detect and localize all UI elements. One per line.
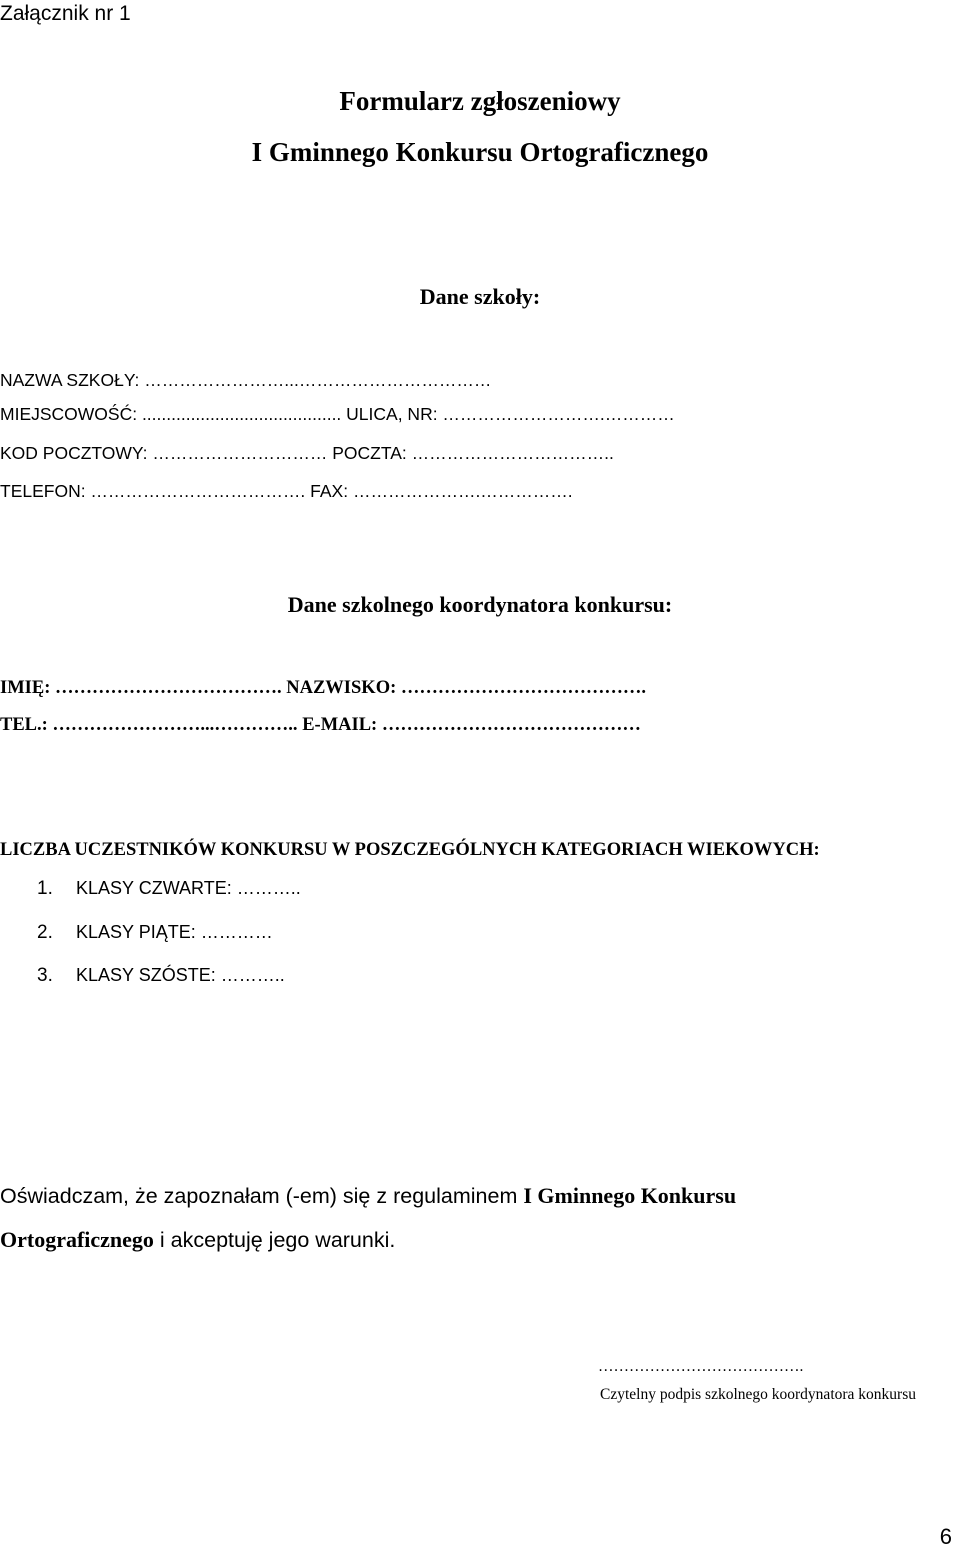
declaration-text: Oświadczam, że zapoznałam (-em) się z regulaminem [0, 1184, 524, 1208]
signature-caption: Czytelny podpis szkolnego koordynatora konkursu [600, 1386, 916, 1403]
school-data-heading: Dane szkoły: [419, 284, 541, 309]
contest-title: I Gminnego Konkursu Ortograficznego [251, 137, 709, 167]
surname-field: NAZWISKO: …………………………………. [286, 678, 646, 698]
declaration-line-2 [0, 1227, 395, 1253]
declaration-line-1 [0, 1183, 736, 1209]
list-number: 1. [37, 878, 53, 899]
list-item [37, 878, 301, 900]
street-field: ULICA, NR: ……………………….………… [341, 404, 675, 424]
declaration-contest-name: I Gminnego Konkursu [523, 1183, 737, 1208]
post-office-field: POCZTA: …………………………….. [332, 443, 614, 463]
page-number: 6 [939, 1524, 952, 1549]
coordinator-name-row [0, 678, 646, 699]
first-name-field: IMIĘ: ………………………………. [0, 678, 287, 698]
fax-field: FAX: ………………….……………. [310, 481, 573, 501]
list-item [37, 922, 273, 944]
school-name-field: NAZWA SZKOŁY: ……………………...…………………………… [0, 370, 492, 390]
phone-field: TELEFON: ………………………………. [0, 481, 311, 501]
declaration-contest-name-cont: Ortograficznego [0, 1227, 154, 1252]
list-number: 2. [37, 922, 53, 943]
declaration-text-end: i akceptuję jego warunki. [153, 1228, 396, 1252]
tel-field: TEL.: ……………………...………….. [0, 715, 303, 735]
city-street-field [0, 404, 675, 425]
postal-code-field: KOD POCZTOWY: ………………………… [0, 443, 333, 463]
list-item [37, 965, 285, 987]
form-title: Formularz zgłoszeniowy [339, 86, 621, 116]
coordinator-contact-row [0, 715, 641, 736]
city-field: MIEJSCOWOŚĆ: ......................................... [0, 404, 342, 424]
email-field: E-MAIL: …………………………………… [302, 715, 641, 735]
annex-label: Załącznik nr 1 [0, 2, 131, 25]
list-text: KLASY SZÓSTE: ……….. [76, 965, 285, 985]
postal-field-row [0, 443, 614, 464]
coordinator-heading: Dane szkolnego koordynatora konkursu: [287, 592, 673, 617]
list-text: KLASY PIĄTE: ………… [76, 922, 273, 942]
participants-heading: LICZBA UCZESTNIKÓW KONKURSU W POSZCZEGÓLNYCH KATEGORIACH WIEKOWYCH: [0, 840, 820, 860]
signature-line: …………………………………. [598, 1358, 804, 1375]
list-text: KLASY CZWARTE: ……….. [76, 878, 301, 898]
phone-fax-row [0, 481, 573, 502]
list-number: 3. [37, 965, 53, 986]
